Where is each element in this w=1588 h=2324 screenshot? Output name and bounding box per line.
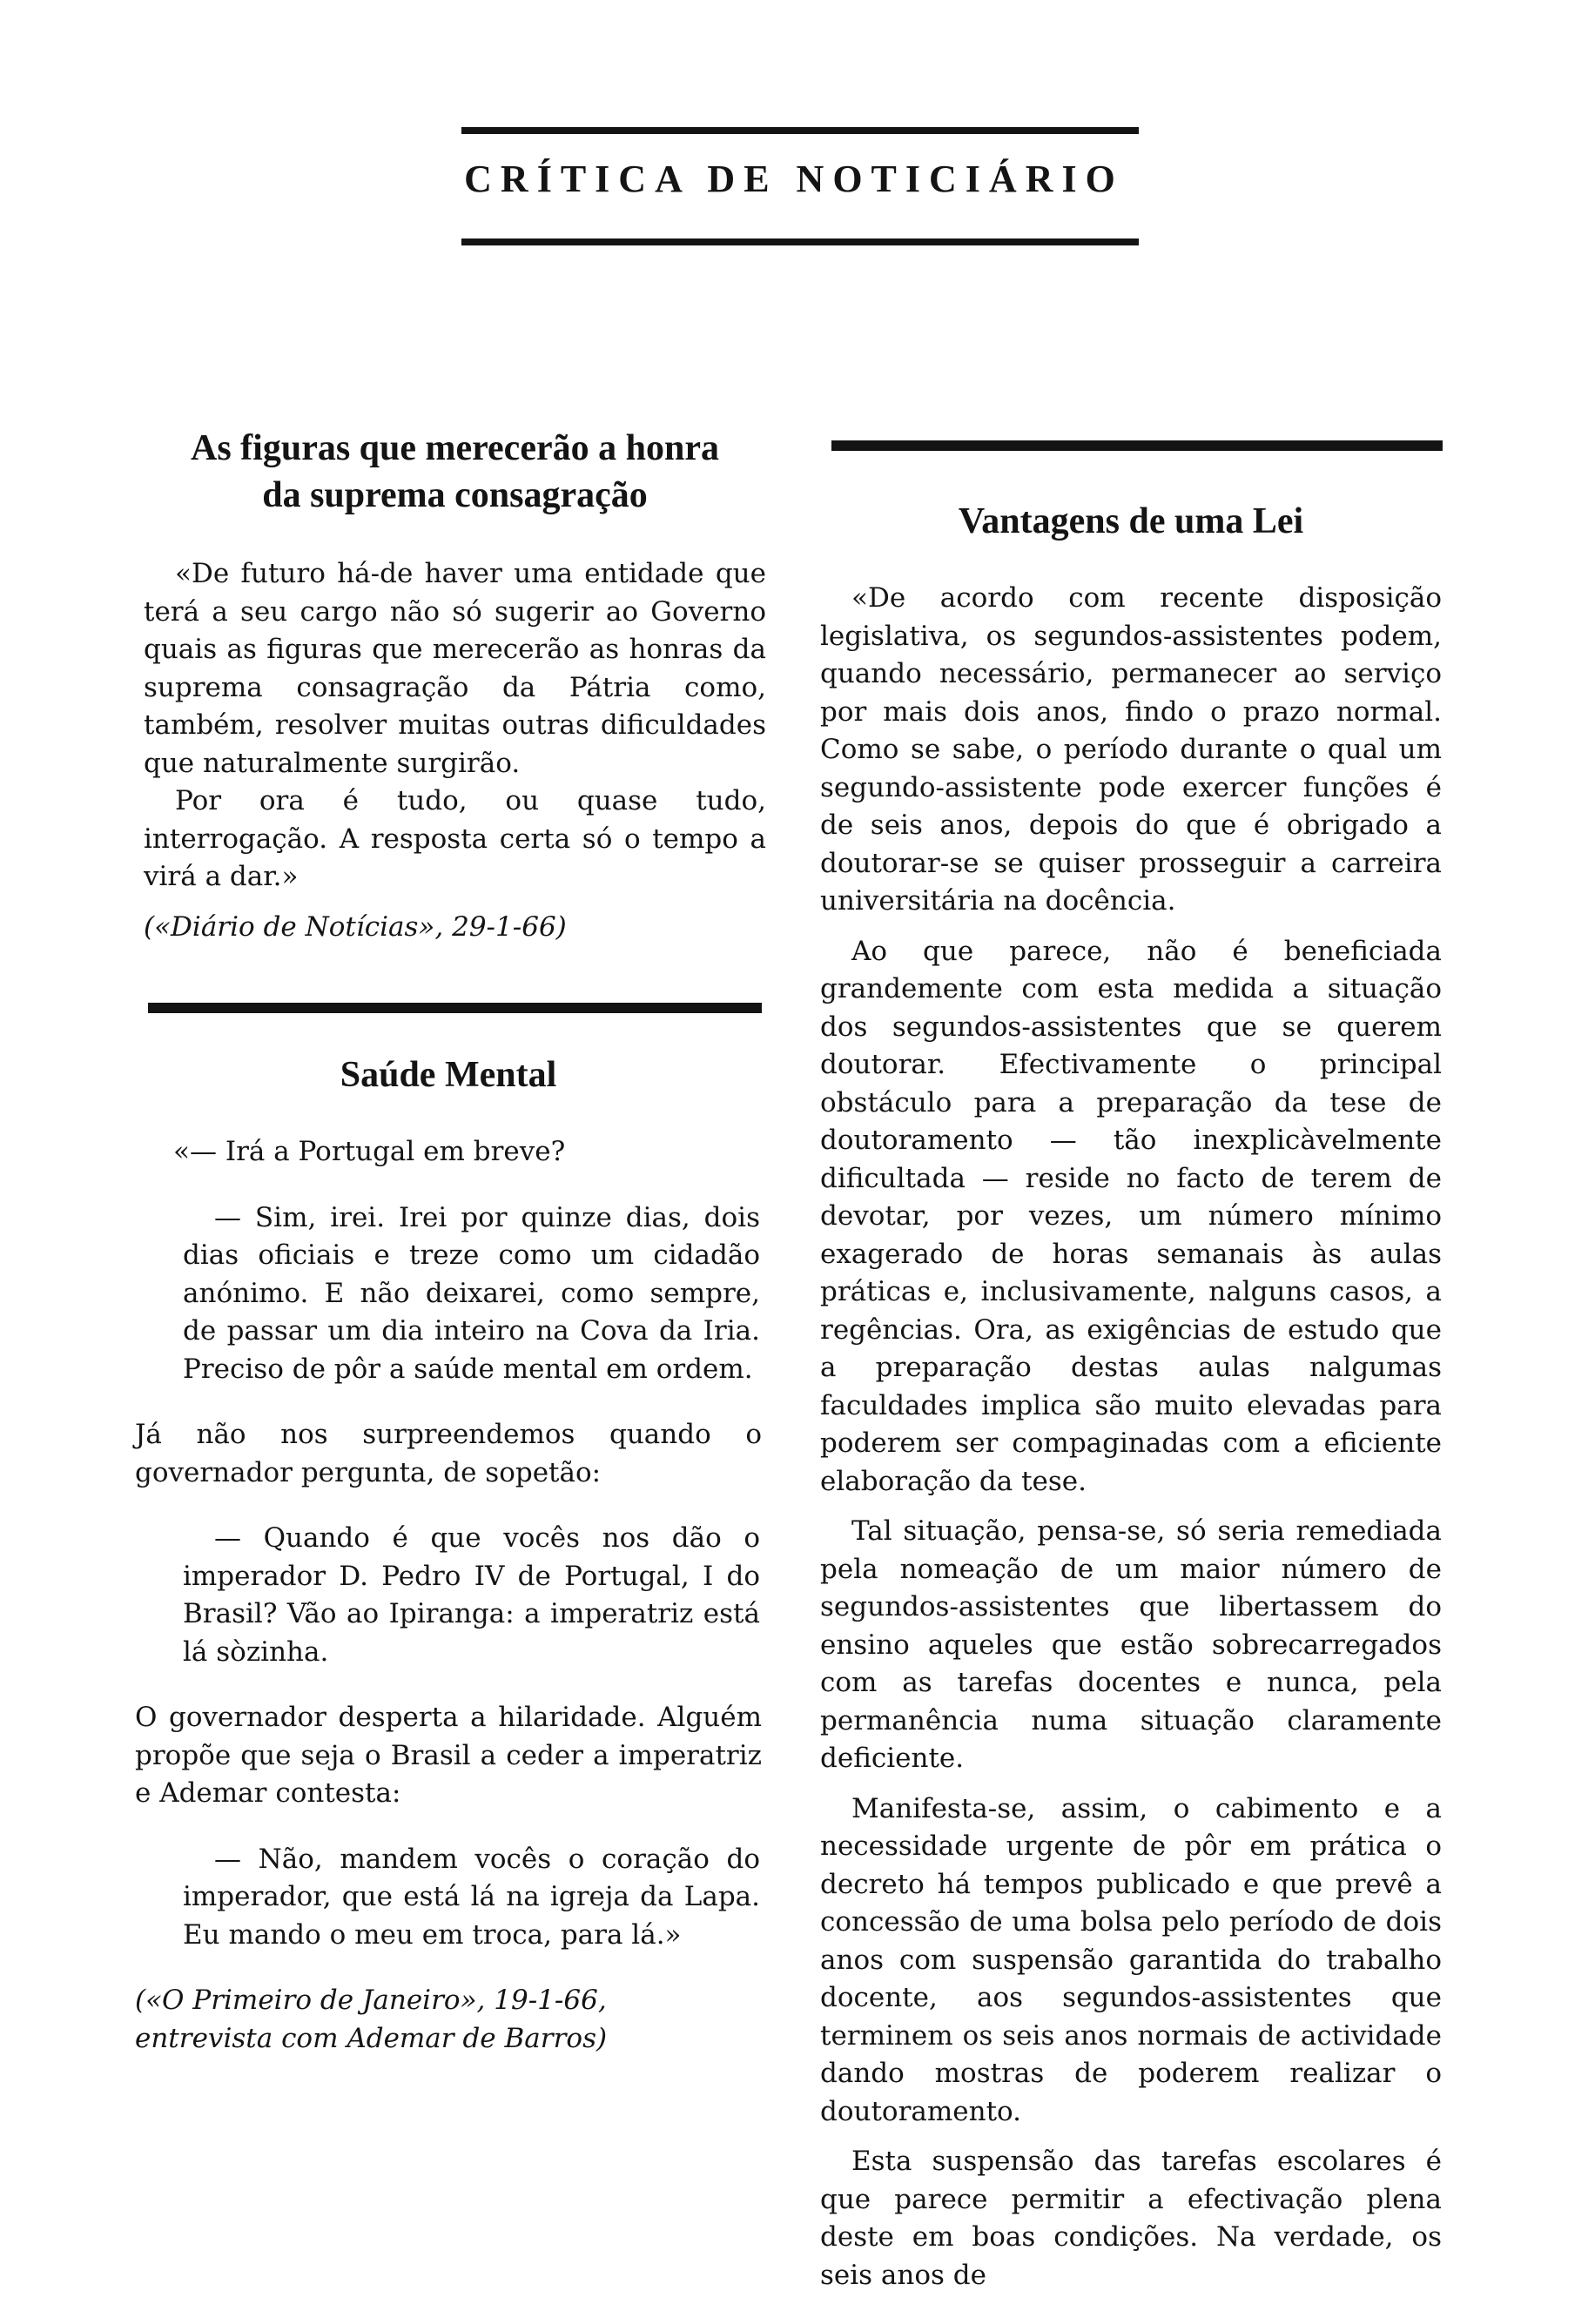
interview-answer-1-block	[135, 1199, 762, 1389]
article-figuras-title-line2: da suprema consagração	[262, 475, 648, 515]
interview-answer-2-block	[135, 1841, 762, 1955]
interview-answer-1: — Sim, irei. Irei por quinze dias, dois dias oficiais e treze como um cidadão anónimo. E não deixarei, como sempre, de passar um dia inteiro na Cova da Iria. Preciso de pôr a saúde mental em ordem.	[183, 1201, 760, 1385]
article-vantagens-paragraph-4: Manifesta-se, assim, o cabimento e a necessidade urgente de pôr em prática o decreto há tempos publicado e que prevê a concessão de uma bolsa pelo período de dois anos com suspensão garantida do trabalho docente, aos segundos-assistentes que terminem os seis anos normais de actividade dando mostras de poderem realizar o doutoramento.	[820, 1792, 1442, 2127]
narration-1: Já não nos surpreendemos quando o governador pergunta, de sopetão:	[135, 1419, 762, 1488]
article-vantagens-paragraph-1: «De acordo com recente disposição legislativa, os segundos-assistentes podem, quando necessário, permanecer ao serviço por mais dois anos, findo o prazo normal. Como se sabe, o período durante o qual um segundo-assistente pode exercer funções é de seis anos, depois do que é obrigado a doutorar-se se quiser prosseguir a carreira universitária na docência.	[820, 582, 1442, 917]
section-title: CRÍTICA DE NOTICIÁRIO	[464, 158, 1124, 200]
article-figuras-title-line1: As figuras que merecerão a honra	[191, 428, 719, 468]
article-saude-mental-title: Saúde Mental	[340, 1055, 557, 1095]
interview-question-1: «— Irá a Portugal em breve?	[173, 1136, 566, 1167]
separator-right	[831, 440, 1443, 451]
article-figuras	[144, 425, 766, 946]
interview-answer-2: — Não, mandem vocês o coração do imperador, que está lá na igreja da Lapa. Eu mando o meu em troca, para lá.»	[183, 1843, 760, 1951]
narration-2: O governador desperta a hilaridade. Alguém propõe que seja o Brasil a ceder a imperatriz e Ademar contesta:	[135, 1702, 762, 1809]
interview-question-2-block	[135, 1520, 762, 1671]
article-figuras-paragraph-1: «De futuro há-de haver uma entidade que terá a seu cargo não só sugerir ao Governo quais as figuras que merecerão as honras da suprema consagração da Pátria como, também, resolver muitas outras dificuldades que naturalmente surgirão.	[144, 558, 766, 779]
article-vantagens-title: Vantagens de uma Lei	[958, 501, 1304, 541]
article-vantagens-paragraph-3: Tal situação, pensa-se, só seria remediada pela nomeação de um maior número de segundos-assistentes que libertassem do ensino aqueles que estão sobrecarregados com as tarefas docentes e nunca, pela permanência numa situação claramente deficiente.	[820, 1515, 1442, 1774]
masthead-rule-top	[461, 127, 1139, 134]
article-saude-mental	[135, 1051, 762, 2058]
separator-left	[148, 1003, 762, 1013]
citation-line-1: («O Primeiro de Janeiro», 19-1-66,	[135, 1985, 607, 2016]
article-vantagens-paragraph-2: Ao que parece, não é beneficiada grandemente com esta medida a situação dos segundos-assistentes que se querem doutorar. Efectivamente o principal obstáculo para a preparação da tese de doutoramento — tão inexplicàvelmente dificultada — reside no facto de terem de devotar, por vezes, um número mínimo exagerado de horas semanais às aulas práticas e, inclusivamente, nalguns casos, a regências. Ora, as exigências de estudo que a preparação destas aulas nalgumas faculdades implica são muito elevadas para poderem ser compaginadas com a eficiente elaboração da tese.	[820, 935, 1442, 1497]
interview-question-2: — Quando é que vocês nos dão o imperador D. Pedro IV de Portugal, I do Brasil? Vão ao Ipiranga: a imperatriz está lá sòzinha.	[183, 1522, 760, 1668]
article-vantagens-paragraph-5: Esta suspensão das tarefas escolares é que parece permitir a efectivação plena deste em boas condições. Na verdade, os seis anos de	[820, 2146, 1442, 2291]
article-saude-mental-citation	[135, 1982, 762, 2058]
article-figuras-paragraph-2: Por ora é tudo, ou quase tudo, interrogação. A resposta certa só o tempo a virá a dar.»	[144, 785, 766, 892]
article-figuras-title	[144, 425, 766, 519]
article-vantagens	[820, 498, 1442, 2294]
article-figuras-citation: («Diário de Notícias», 29-1-66)	[144, 910, 567, 943]
masthead-rule-bottom	[461, 238, 1139, 245]
citation-line-2: entrevista com Ademar de Barros)	[135, 2022, 608, 2054]
